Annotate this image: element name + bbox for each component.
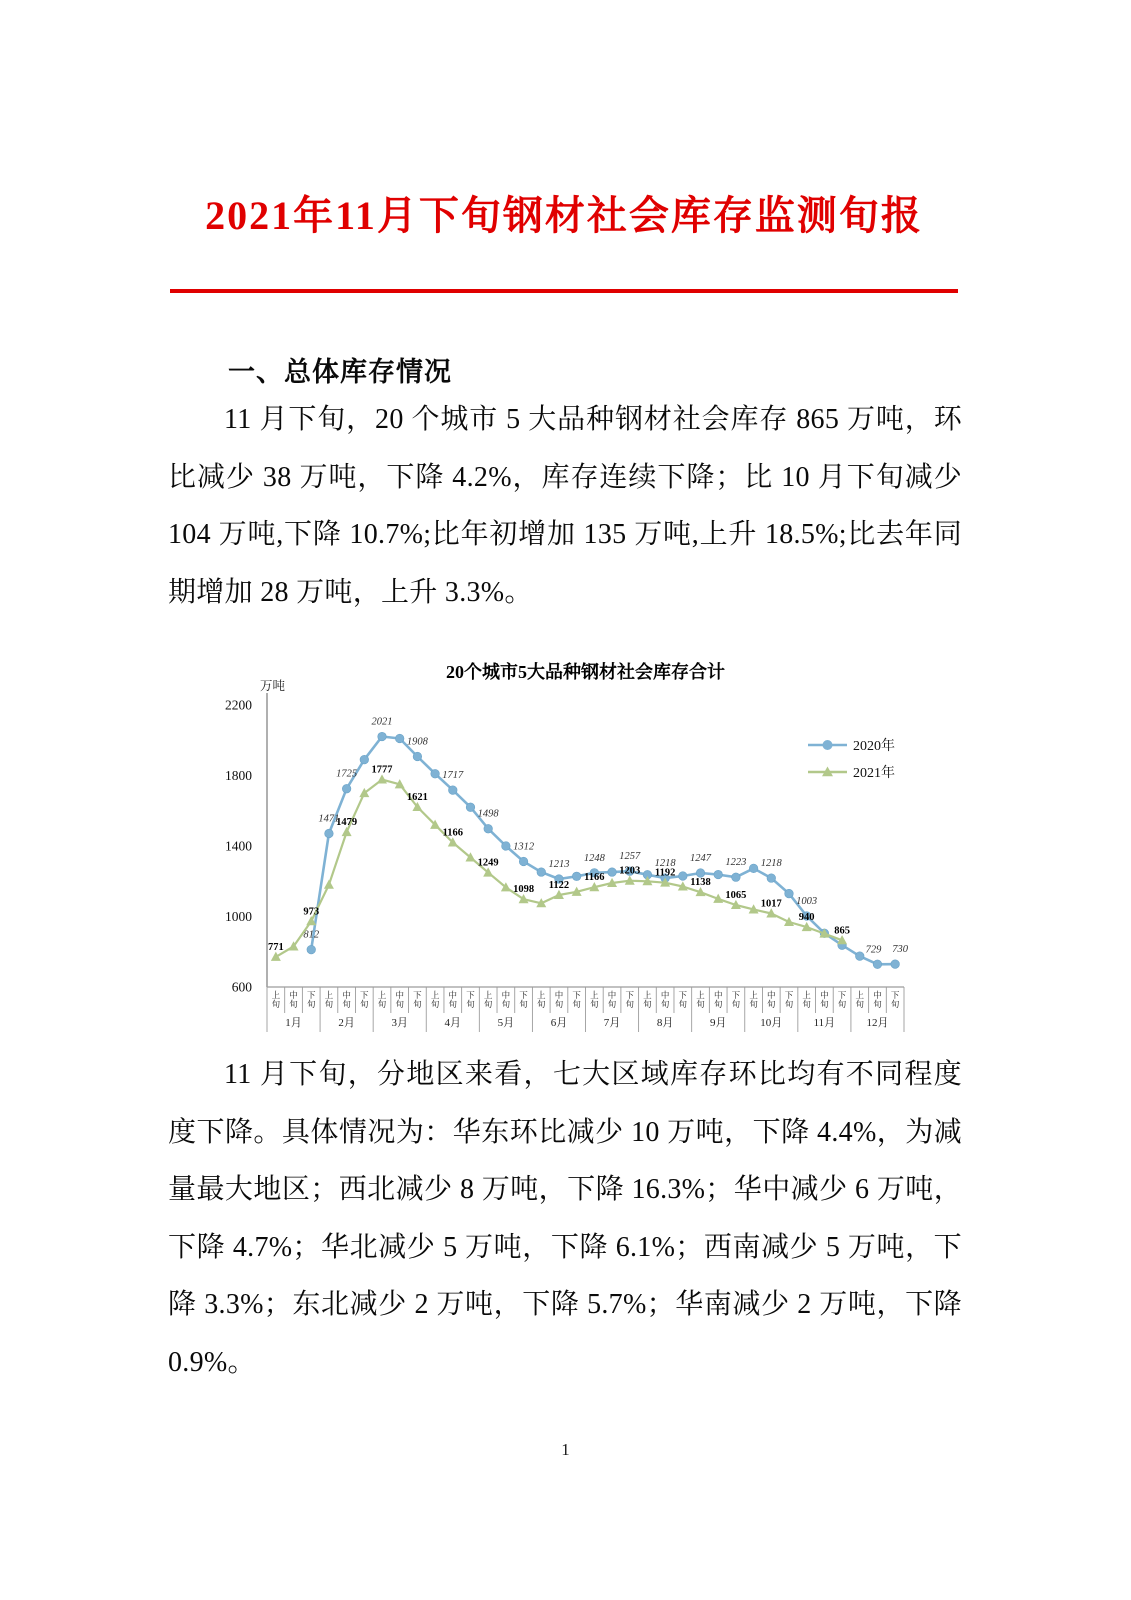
data-point-triangle — [342, 827, 352, 836]
svg-text:1498: 1498 — [477, 808, 499, 820]
svg-text:中旬: 中旬 — [660, 990, 670, 1009]
data-point-circle — [749, 864, 758, 873]
svg-text:中旬: 中旬 — [713, 990, 723, 1009]
chart-title: 20个城市5大品种钢材社会库存合计 — [446, 662, 725, 682]
svg-text:812: 812 — [303, 929, 320, 941]
svg-text:6月: 6月 — [550, 1017, 568, 1029]
data-point-circle — [307, 945, 316, 954]
legend-label: 2020年 — [853, 739, 895, 754]
svg-text:1192: 1192 — [654, 867, 676, 879]
svg-text:下旬: 下旬 — [731, 990, 741, 1009]
x-axis-labels — [267, 987, 904, 1032]
svg-text:973: 973 — [303, 906, 320, 918]
svg-text:1166: 1166 — [584, 872, 605, 884]
data-point-circle — [484, 824, 493, 833]
inventory-chart-figure — [180, 650, 964, 1042]
data-point-circle — [502, 842, 511, 851]
svg-text:中旬: 中旬 — [289, 990, 298, 1009]
svg-text:771: 771 — [267, 941, 284, 953]
svg-text:1223: 1223 — [725, 857, 747, 869]
data-point-circle — [325, 829, 334, 838]
svg-text:下旬: 下旬 — [678, 990, 688, 1009]
svg-text:1400: 1400 — [225, 838, 252, 854]
svg-text:1218: 1218 — [654, 858, 676, 870]
data-point-circle — [785, 889, 794, 898]
legend — [808, 737, 895, 781]
svg-text:1908: 1908 — [406, 736, 428, 748]
svg-text:1717: 1717 — [442, 770, 464, 782]
svg-text:中旬: 中旬 — [607, 990, 617, 1009]
svg-text:1213: 1213 — [548, 858, 570, 870]
data-point-triangle — [324, 880, 334, 889]
svg-text:1777: 1777 — [371, 764, 393, 776]
overview-paragraph — [168, 391, 962, 621]
svg-text:11月: 11月 — [813, 1017, 836, 1029]
data-point-triangle — [519, 894, 529, 903]
svg-text:下旬: 下旬 — [837, 990, 847, 1009]
regional-paragraph-text: 11 月下旬，分地区来看，七大区域库存环比均有不同程度度下降。具体情况为：华东环比减少 10 万吨，下降 4.4%，为减量最大地区；西北减少 8 万吨，下降 16.3%；华中减少 6 万吨，下降 4.7%；华北减少 5 万吨，下降 6.1%；西南减少 5 万吨，下降 3.3%；东北减少 2 万吨，下降 5.7%；华南减少 2 万吨，下降 0.9%。 — [168, 1059, 962, 1378]
data-point-circle — [714, 870, 723, 879]
data-point-circle — [572, 872, 581, 881]
svg-text:下旬: 下旬 — [466, 990, 475, 1009]
svg-text:730: 730 — [892, 944, 909, 956]
data-point-circle — [608, 868, 617, 877]
svg-text:1000: 1000 — [225, 909, 252, 924]
svg-text:865: 865 — [834, 925, 850, 937]
data-point-circle — [342, 784, 351, 793]
data-point-circle — [466, 803, 475, 812]
svg-text:下旬: 下旬 — [306, 990, 316, 1009]
svg-text:600: 600 — [231, 979, 252, 995]
data-labels-2020年 — [303, 717, 908, 956]
svg-text:上旬: 上旬 — [377, 990, 387, 1009]
svg-text:1257: 1257 — [619, 851, 641, 863]
svg-text:下旬: 下旬 — [890, 990, 900, 1009]
svg-text:1248: 1248 — [583, 852, 605, 864]
overview-paragraph-text: 11 月下旬，20 个城市 5 大品种钢材社会库存 865 万吨，环比减少 38 万吨，下降 4.2%，库存连续下降；比 10 月下旬减少 104 万吨,下降 10.7%;比年初增加 135 万吨,上升 18.5%;比去年同期增加 28 万吨，上升 3.3%。 — [168, 404, 962, 608]
svg-text:下旬: 下旬 — [519, 990, 528, 1009]
svg-text:中旬: 中旬 — [342, 990, 351, 1009]
svg-text:5月: 5月 — [497, 1017, 515, 1029]
svg-text:下旬: 下旬 — [360, 990, 369, 1009]
data-point-circle — [537, 868, 546, 877]
svg-text:1203: 1203 — [619, 865, 641, 877]
svg-text:1479: 1479 — [336, 817, 358, 829]
svg-text:729: 729 — [865, 944, 882, 956]
data-point-triangle — [271, 952, 281, 961]
regional-paragraph — [168, 1046, 962, 1391]
svg-text:2月: 2月 — [338, 1017, 355, 1029]
svg-text:上旬: 上旬 — [430, 990, 440, 1009]
svg-text:1725: 1725 — [336, 768, 358, 780]
svg-text:12月: 12月 — [866, 1017, 889, 1029]
svg-text:上旬: 上旬 — [537, 990, 546, 1009]
svg-text:8月: 8月 — [656, 1017, 674, 1029]
data-point-circle — [519, 857, 528, 866]
svg-text:中旬: 中旬 — [767, 990, 776, 1009]
series-2020年 — [307, 732, 900, 968]
section-heading: 一、总体库存情况 — [228, 357, 452, 387]
legend-label: 2021年 — [853, 766, 895, 781]
svg-text:上旬: 上旬 — [855, 990, 865, 1009]
svg-text:上旬: 上旬 — [802, 990, 811, 1009]
svg-text:1122: 1122 — [548, 879, 570, 891]
data-point-circle — [873, 960, 882, 969]
svg-text:上旬: 上旬 — [483, 990, 493, 1009]
svg-text:1471: 1471 — [318, 813, 340, 825]
data-point-circle — [696, 869, 705, 878]
report-title: 2021年11月下旬钢材社会库存监测旬报 — [205, 193, 923, 238]
svg-text:3月: 3月 — [391, 1017, 408, 1029]
svg-text:1138: 1138 — [690, 877, 711, 889]
svg-text:下旬: 下旬 — [625, 990, 634, 1009]
y-axis-unit-label: 万吨 — [260, 679, 286, 693]
data-point-circle — [413, 752, 422, 761]
svg-text:上旬: 上旬 — [643, 990, 652, 1009]
svg-text:2021: 2021 — [371, 716, 393, 728]
svg-text:中旬: 中旬 — [501, 990, 511, 1009]
data-point-circle — [360, 755, 369, 764]
inventory-line-chart — [180, 650, 964, 1042]
svg-text:上旬: 上旬 — [324, 990, 334, 1009]
data-point-circle — [732, 873, 741, 882]
svg-text:1166: 1166 — [442, 827, 464, 839]
svg-text:上旬: 上旬 — [271, 990, 281, 1009]
data-point-circle — [378, 732, 387, 741]
svg-text:1247: 1247 — [690, 852, 712, 864]
svg-text:上旬: 上旬 — [590, 990, 599, 1009]
svg-text:940: 940 — [798, 912, 815, 924]
svg-text:2200: 2200 — [225, 697, 252, 713]
title-underline-rule — [170, 289, 958, 293]
data-point-circle — [767, 874, 776, 883]
svg-text:1218: 1218 — [760, 858, 782, 870]
legend-circle-marker-icon — [823, 740, 833, 750]
svg-text:中旬: 中旬 — [820, 990, 829, 1009]
data-point-circle — [395, 734, 404, 743]
svg-text:中旬: 中旬 — [448, 990, 458, 1009]
svg-text:1098: 1098 — [513, 884, 535, 896]
svg-text:下旬: 下旬 — [784, 990, 794, 1009]
svg-text:中旬: 中旬 — [873, 990, 882, 1009]
svg-text:7月: 7月 — [603, 1017, 621, 1029]
data-point-circle — [855, 952, 864, 961]
svg-text:下旬: 下旬 — [413, 990, 422, 1009]
svg-text:中旬: 中旬 — [395, 990, 404, 1009]
data-point-circle — [679, 872, 688, 881]
data-point-circle — [431, 769, 440, 778]
svg-text:10月: 10月 — [760, 1017, 783, 1029]
svg-text:1249: 1249 — [477, 857, 499, 869]
svg-text:上旬: 上旬 — [696, 990, 705, 1009]
data-point-circle — [448, 786, 457, 795]
svg-text:1017: 1017 — [760, 898, 782, 910]
svg-text:中旬: 中旬 — [554, 990, 564, 1009]
svg-text:1621: 1621 — [406, 792, 428, 804]
svg-text:上旬: 上旬 — [749, 990, 758, 1009]
svg-text:下旬: 下旬 — [572, 990, 581, 1009]
svg-text:1月: 1月 — [285, 1017, 302, 1029]
data-point-triangle — [377, 774, 387, 783]
svg-text:1312: 1312 — [513, 841, 535, 853]
page-number: 1 — [561, 1440, 570, 1459]
svg-text:9月: 9月 — [709, 1017, 727, 1029]
svg-text:1065: 1065 — [725, 890, 747, 902]
svg-text:1800: 1800 — [225, 768, 252, 783]
svg-text:1003: 1003 — [796, 895, 818, 907]
svg-text:4月: 4月 — [444, 1017, 462, 1029]
data-point-circle — [891, 960, 900, 969]
